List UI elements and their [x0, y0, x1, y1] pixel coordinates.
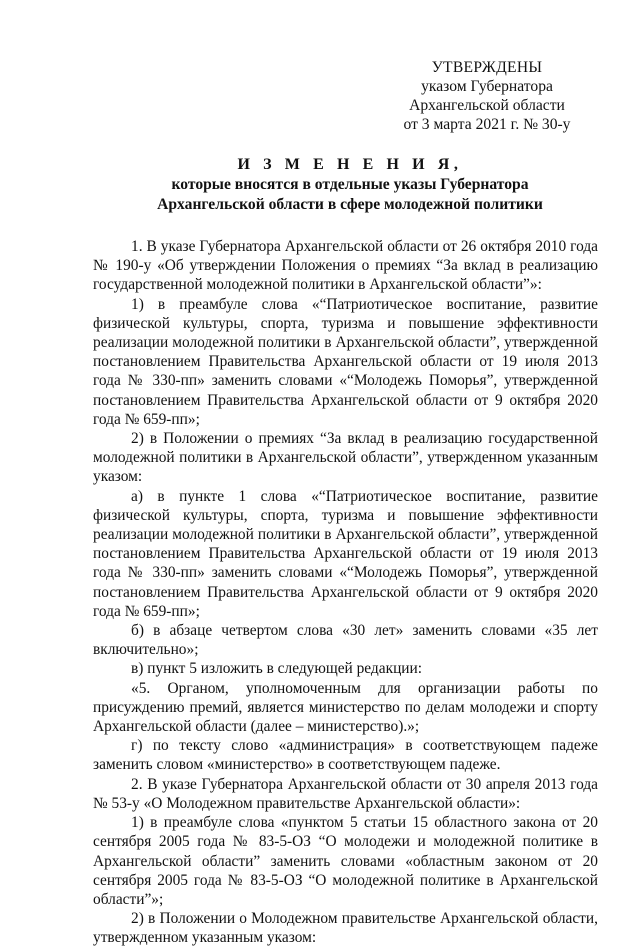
document-body [93, 237, 598, 948]
document-title [90, 155, 610, 215]
approval-authority: указом Губернатора [421, 78, 553, 95]
title-heading: И З М Е Н Е Н И Я, [237, 156, 463, 173]
paragraph-1-item-2a: а) в пункте 1 слова «“Патриотическое воспитание, развитие физической культуры, спорта, туризма и повышение эффективности реализации молодежной политики в Архангельской области”, утвержденной постановлением Правительства Архангельской области от 19 июля 2013 года № 330-пп» заменить словами «“Молодежь Поморья”, утвержденной постановлением Правительства Архангельской области от 9 октября 2020 года № 659-пп»; [93, 487, 598, 620]
title-subtitle-line1: которые вносятся в отдельные указы Губернатора [171, 176, 529, 193]
paragraph-1-item-1: 1) в преамбуле слова «“Патриотическое воспитание, развитие физической культуры, спорта, туризма и повышение эффективности реализации молодежной политики в Архангельской области”, утвержденной постановлением Правительства Архангельской области от 19 июля 2013 года № 330-пп» заменить словами «“Молодежь Поморья”, утвержденной постановлением Правительства Архангельской области от 9 октября 2020 года № 659-пп»; [93, 295, 598, 428]
paragraph-1-item-2g: г) по тексту слово «администрация» в соответствующем падеже заменить словом «министерство» в соответствующем падеже. [93, 737, 598, 774]
title-subtitle-line2: Архангельской области в сфере молодежной политики [157, 196, 543, 213]
paragraph-1-item-2b: б) в абзаце четвертом слова «30 лет» заменить словами «35 лет включительно»; [93, 622, 598, 659]
paragraph-1-item-2v: в) пункт 5 изложить в следующей редакции: [131, 660, 423, 678]
paragraph-2: 2. В указе Губернатора Архангельской области от 30 апреля 2013 года № 53-у «О Молодежном правительстве Архангельской области»: [93, 775, 598, 812]
paragraph-2-item-2: 2) в Положении о Молодежном правительстве Архангельской области, утвержденном указанным указом: [93, 910, 598, 947]
paragraph-1-item-2v-text: «5. Органом, уполномоченным для организации работы по присуждению премий, является министерство по делам молодежи и спорту Архангельской области (далее – министерство).»; [93, 679, 598, 736]
paragraph-1-item-2: 2) в Положении о премиях “За вклад в реализацию государственной молодежной политики в Архангельской области”, утвержденном указанным указом: [93, 430, 598, 486]
approval-date-number: от 3 марта 2021 г. № 30-у [403, 116, 571, 133]
approval-stamp [392, 58, 582, 134]
paragraph-1: 1. В указе Губернатора Архангельской области от 26 октября 2010 года № 190-у «Об утверждении Положения о премиях “За вклад в реализацию государственной молодежной политики в Архангельской области”»: [93, 238, 598, 294]
approval-heading: УТВЕРЖДЕНЫ [431, 59, 543, 76]
approval-region: Архангельской области [409, 97, 565, 114]
paragraph-2-item-1: 1) в преамбуле слова «пунктом 5 статьи 15 областного закона от 20 сентября 2005 года № 83-5-ОЗ “О молодежи и молодежной политике в Архангельской области” заменить словами «областным законом от 20 сентября 2005 года № 83-5-ОЗ “О молодежной политике в Архангельской области”»; [93, 814, 598, 908]
